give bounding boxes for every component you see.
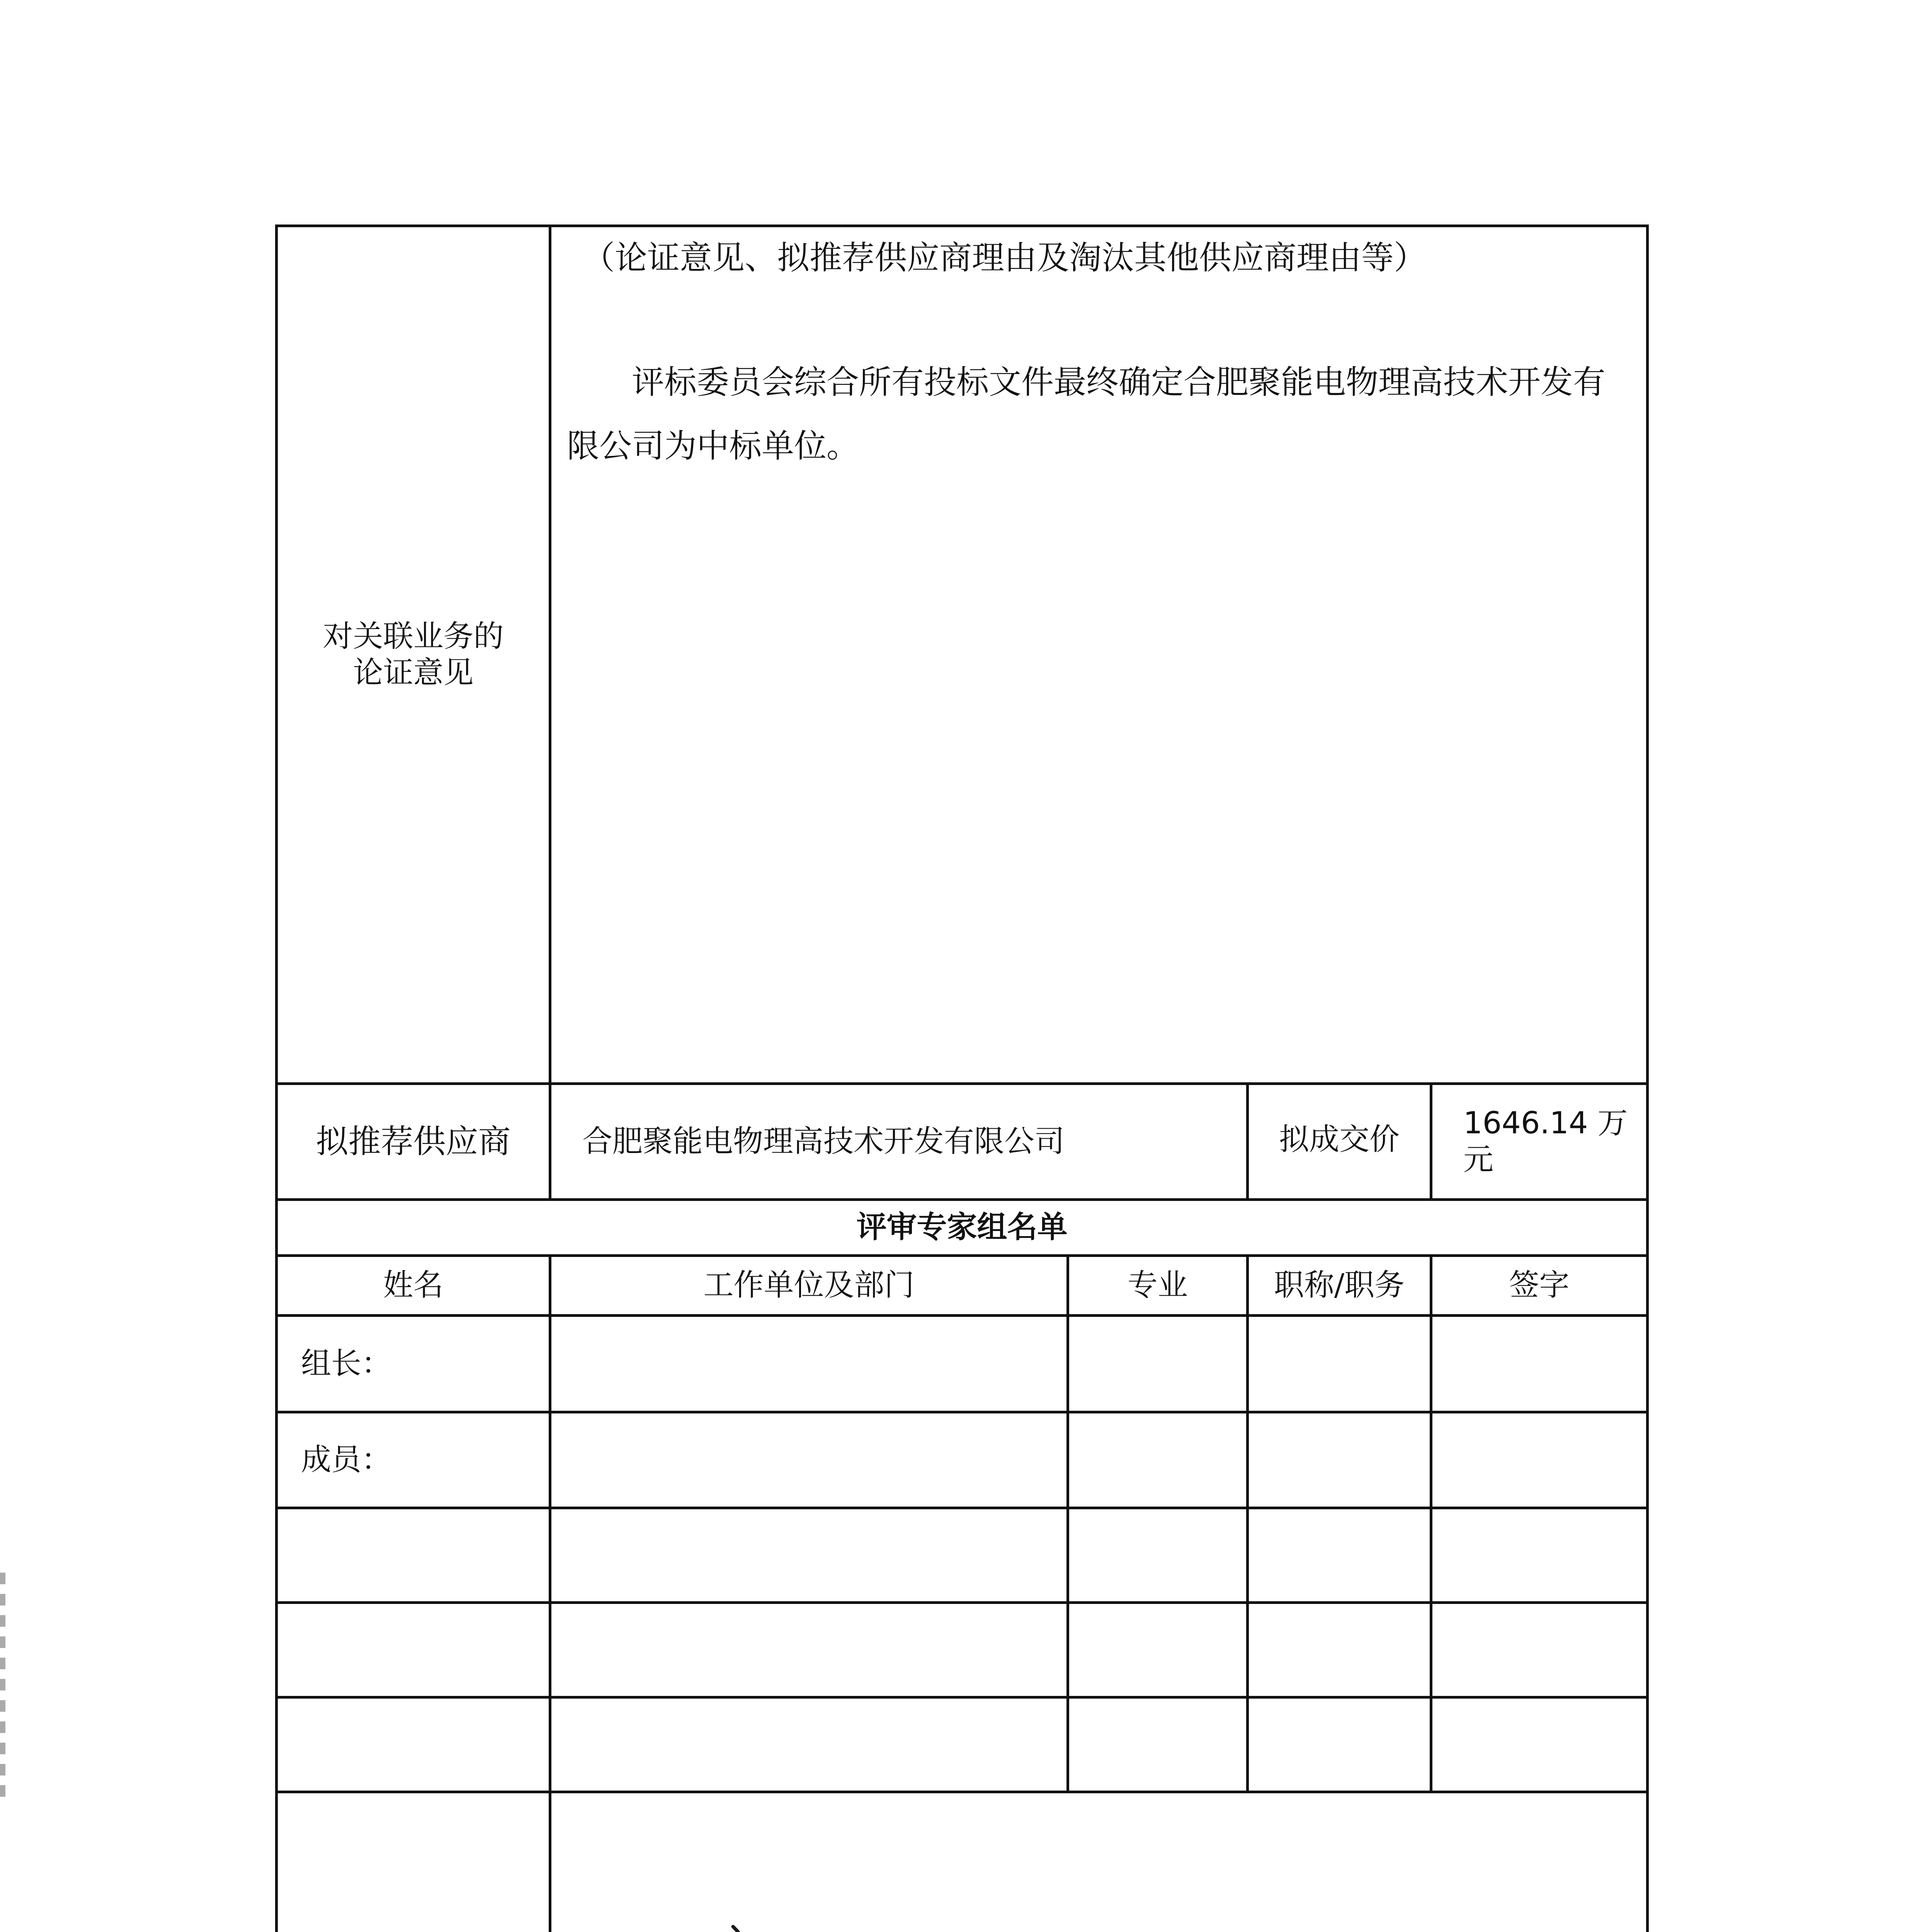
- table-row: [277, 1508, 1648, 1603]
- expert-specialty-cell: [1068, 1412, 1248, 1508]
- expert-signature-cell: [1431, 1412, 1648, 1508]
- expert-specialty-cell: [1068, 1603, 1248, 1697]
- expert-row-label: [277, 1508, 550, 1603]
- price-value: 1646.14 万元: [1431, 1084, 1648, 1200]
- opinion-hint: （论证意见、拟推荐供应商理由及淘汰其他供应商理由等）: [582, 239, 1427, 277]
- opinion-content: [550, 226, 1648, 1084]
- experts-title-row: [277, 1200, 1648, 1256]
- expert-work-unit-cell: [550, 1508, 1068, 1603]
- expert-title-cell: [1248, 1697, 1431, 1792]
- expert-work-unit-cell: [550, 1316, 1068, 1412]
- expert-row-label: 成员：: [277, 1412, 550, 1508]
- expert-signature-cell: [1431, 1697, 1648, 1792]
- header-title-position: 职称/职务: [1248, 1256, 1431, 1316]
- opinion-label-line1: 对关联业务的: [323, 619, 504, 654]
- supplier-label: 拟推荐供应商: [277, 1084, 550, 1200]
- review-row: [277, 1792, 1648, 1932]
- table-row: [277, 1412, 1648, 1508]
- expert-row-label: 组长：: [277, 1316, 550, 1412]
- supplier-row: [277, 1084, 1648, 1200]
- expert-row-label: [277, 1603, 550, 1697]
- handwritten-approval-signature: [625, 1921, 841, 1932]
- expert-title-cell: [1248, 1603, 1431, 1697]
- expert-specialty-cell: [1068, 1697, 1248, 1792]
- expert-work-unit-cell: [550, 1412, 1068, 1508]
- expert-signature-cell: [1431, 1603, 1648, 1697]
- header-work-unit: 工作单位及部门: [550, 1256, 1068, 1316]
- header-specialty: 专业: [1068, 1256, 1248, 1316]
- expert-title-cell: [1248, 1508, 1431, 1603]
- price-label: 拟成交价: [1248, 1084, 1431, 1200]
- review-content: [550, 1792, 1648, 1932]
- expert-work-unit-cell: [550, 1603, 1068, 1697]
- expert-specialty-cell: [1068, 1508, 1248, 1603]
- table-row: [277, 1697, 1648, 1792]
- expert-title-cell: [1248, 1316, 1431, 1412]
- opinion-label: [277, 226, 550, 1084]
- review-label: [277, 1792, 550, 1932]
- expert-signature-cell: [1431, 1508, 1648, 1603]
- expert-row-label: [277, 1697, 550, 1792]
- expert-specialty-cell: [1068, 1316, 1248, 1412]
- experts-header-row: [277, 1256, 1648, 1316]
- expert-work-unit-cell: [550, 1697, 1068, 1792]
- expert-signature-cell: [1431, 1316, 1648, 1412]
- opinion-body: 评标委员会综合所有投标文件最终确定合肥聚能电物理高技术开发有限公司为中标单位。: [567, 363, 1606, 465]
- table-row: [277, 1603, 1648, 1697]
- table-row: [277, 1316, 1648, 1412]
- expert-title-cell: [1248, 1412, 1431, 1508]
- supplier-name: 合肥聚能电物理高技术开发有限公司: [550, 1084, 1248, 1200]
- approval-form-table: [275, 224, 1649, 1932]
- header-name: 姓名: [277, 1256, 550, 1316]
- header-signature: 签字: [1431, 1256, 1648, 1316]
- scan-edge-mark: [0, 1573, 5, 1797]
- opinion-label-line2: 论证意见: [353, 655, 474, 690]
- opinion-row: [277, 226, 1648, 1084]
- experts-title: 评审专家组名单: [277, 1200, 1648, 1256]
